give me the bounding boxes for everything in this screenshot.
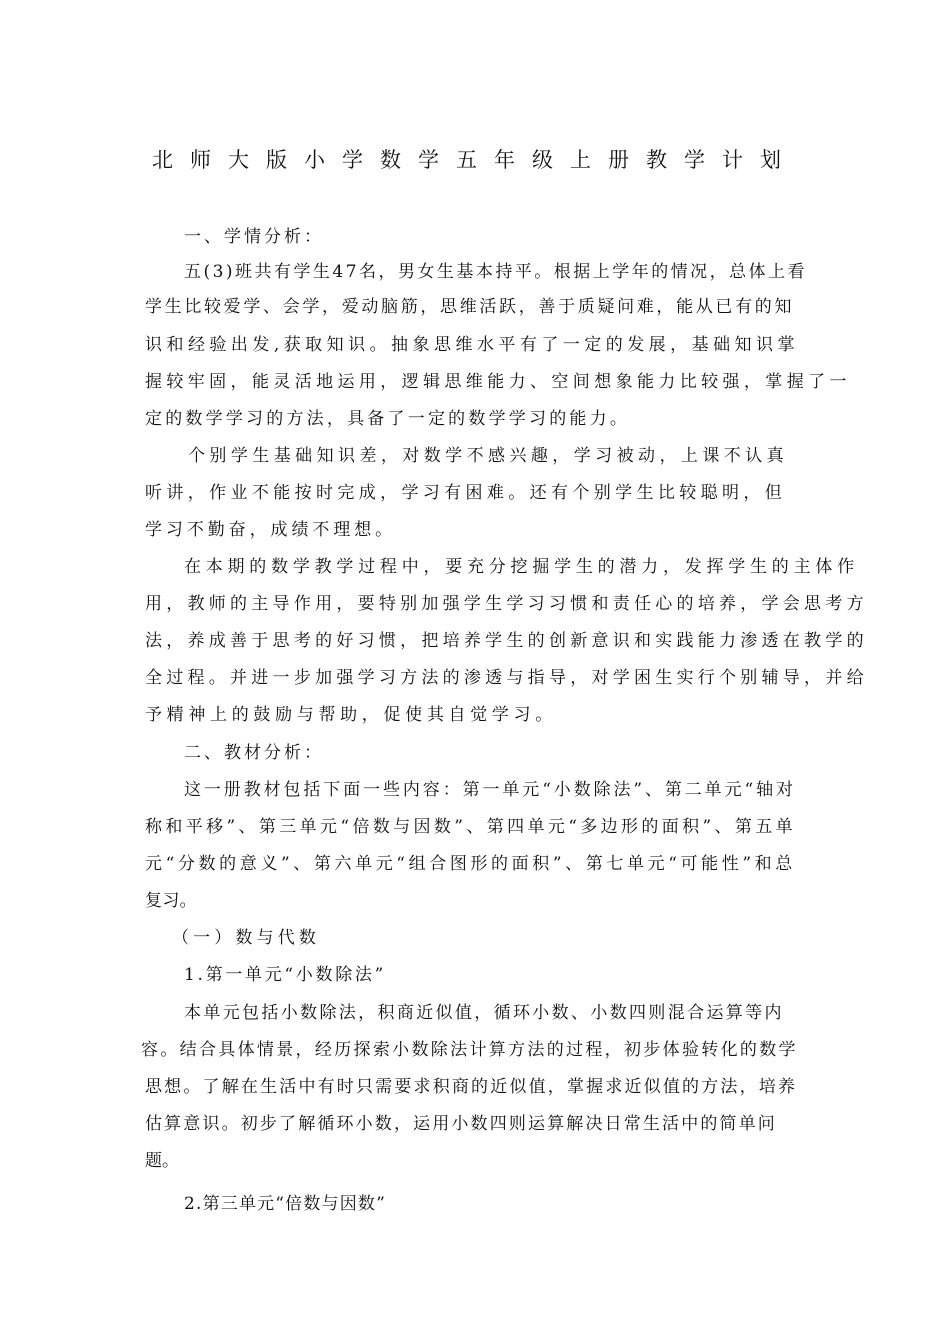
paragraph-line: 思想。了解在生活中有时只需要求积商的近似值，掌握求近似值的方法，培养 xyxy=(145,1077,798,1097)
paragraph-line: 称和平移”、第三单元“倍数与因数”、第四单元“多边形的面积”、第五单 xyxy=(145,817,797,837)
paragraph-line: 题。 xyxy=(145,1151,179,1171)
paragraph-line: 听讲，作业不能按时完成，学习有困难。还有个别学生比较聪明，但 xyxy=(145,483,787,503)
page-title: 北师大版小学数学五年级上册教学计划 xyxy=(152,148,798,172)
paragraph-line: 识和经验出发,获取知识。抽象思维水平有了一定的发展，基础知识掌 xyxy=(145,335,799,355)
paragraph-line: 本单元包括小数除法，积商近似值，循环小数、小数四则混合运算等内 xyxy=(184,1003,784,1023)
paragraph-line: 用，教师的主导作用，要特别加强学生学习习惯和责任心的培养，学会思考方 xyxy=(145,594,868,614)
paragraph-line: 全过程。并进一步加强学习方法的渗透与指导，对学困生实行个别辅导，并给 xyxy=(145,668,868,688)
paragraph-line: 予精神上的鼓励与帮助，促使其自觉学习。 xyxy=(145,705,557,725)
subsection-heading: （一）数与代数 xyxy=(172,928,320,948)
paragraph-line: 复习。 xyxy=(145,891,197,911)
paragraph-line: 估算意识。初步了解循环小数，运用小数四则运算解决日常生活中的简单问 xyxy=(145,1114,777,1134)
paragraph-line: 学生比较爱学、会学，爱动脑筋，思维活跃，善于质疑问难，能从已有的知 xyxy=(145,297,795,317)
section-heading-textbook-analysis: 二、教材分析： xyxy=(184,743,324,763)
paragraph-line: 这一册教材包括下面一些内容：第一单元“小数除法”、第二单元“轴对 xyxy=(184,780,796,800)
paragraph-line: 握较牢固，能灵活地运用，逻辑思维能力、空间想象能力比较强，掌握了一 xyxy=(145,372,851,392)
paragraph-line: 个别学生基础知识差，对数学不感兴趣，学习被动，上课不认真 xyxy=(188,446,789,466)
paragraph-line: 法，养成善于思考的好习惯，把培养学生的创新意识和实践能力渗透在教学的 xyxy=(145,631,868,651)
paragraph-line: 定的数学学习的方法，具备了一定的数学学习的能力。 xyxy=(145,409,631,429)
paragraph-line: 在本期的数学教学过程中，要充分挖掘学生的潜力，发挥学生的主体作 xyxy=(184,557,859,577)
unit-heading: 1.第一单元“小数除法” xyxy=(184,965,387,985)
paragraph-line: 容。结合具体情景，经历探索小数除法计算方法的过程，初步体验转化的数学 xyxy=(141,1040,798,1060)
paragraph-line: 学习不勤奋，成绩不理想。 xyxy=(145,520,397,540)
paragraph-line: 元“分数的意义”、第六单元“组合图形的面积”、第七单元“可能性”和总 xyxy=(145,854,796,874)
section-heading-student-analysis: 一、学情分析： xyxy=(184,227,324,247)
paragraph-line: 五(3)班共有学生47名，男女生基本持平。根据上学年的情况，总体上看 xyxy=(184,262,808,282)
unit-heading: 2.第三单元“倍数与因数” xyxy=(184,1194,386,1214)
